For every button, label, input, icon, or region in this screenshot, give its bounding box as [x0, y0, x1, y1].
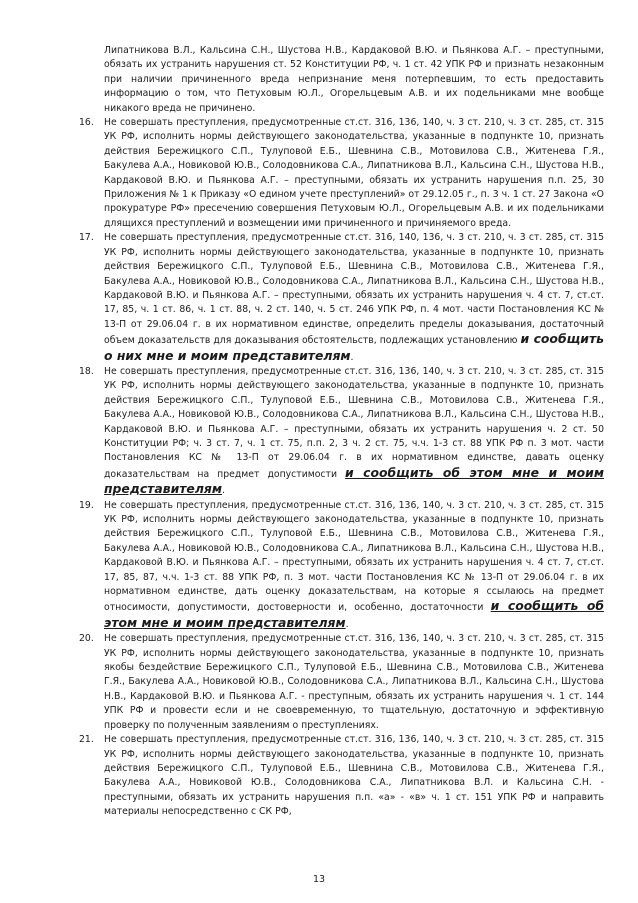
paragraph-text: Не совершать преступления, предусмотренные ст.ст. 316, 136, 140, ч. 3 ст. 210, ч. 3 ст. 285, ст. 315 УК РФ, исполнить нормы действующего законодательства, указанные в подпункте 10, признать действия Бережицкого С.П., Тулуповой Е.Б., Шевнина С.В., Мотовилова С.В., Житенева Г.Я., Бакулева А.А., Новиковой Ю.В., Солодовникова С.А., Липатникова В.Л., Кальсина С.Н., Шустова Н.В., Кардаковой В.Ю. и Пьянкова А.Г. – преступными, обязать их устранить нарушения п.п. 25, 30 Приложения № 1 к Приказу «О едином учете преступлений» от 29.12.05 г., п. 3 ч. 1 ст. 27 Закона «О прокуратуре РФ» пресечению совершения Петуховым Ю.Л., Огорельцевым А.В. и их подельниками длящихся преступлений и возмещении ими причиненного и причиняемого вреда.: [104, 117, 604, 229]
list-item-18: [79, 365, 604, 499]
document-body: [79, 44, 604, 820]
item-number: 21.: [79, 734, 94, 746]
paragraph-text: Липатникова В.Л., Кальсина С.Н., Шустова Н.В., Кардаковой В.Ю. и Пьянкова А.Г. – преступными, обязать их устранить нарушения ст. 52 Конституции РФ, ч. 1 ст. 42 УПК РФ и признать незаконным при наличии причиненного вреда непризнание меня потерпевшим, то есть предоставить информацию о том, что Петуховым Ю.Л., Огорельцевым А.В. и их подельниками мне вообще никакого вреда не причинено.: [104, 45, 604, 114]
paragraph-text: Не совершать преступления, предусмотренные ст.ст. 316, 136, 140, ч. 3 ст. 210, ч. 3 ст. 285, ст. 315 УК РФ, исполнить нормы действующего законодательства, указанные в подпункте 10, признать действия Бережицкого С.П., Тулуповой Е.Б., Шевнина С.В., Мотовилова С.В., Житенева Г.Я., Бакулева А.А., Новиковой Ю.В., Солодовникова С.А., Липатникова В.Л., Кальсина С.Н., Шустова Н.В., Кардаковой В.Ю. и Пьянкова А.Г. – преступными, обязать их устранить нарушения ч. 4 ст. 7, ст.ст. 17, 85, 87, ч.ч. 1-3 ст. 88 УПК РФ, п. 3 мот. части Постановления КС № 13-П от 29.06.04 г. в их нормативном единстве, дать оценку доказательствам, на которые я ссылаюсь на предмет относимости, допустимости, достоверности и, особенно, достаточности: [104, 499, 604, 614]
list-item-17: [79, 231, 604, 365]
paragraph-text: .: [345, 618, 349, 630]
paragraph-text: Не совершать преступления, предусмотренные ст.ст. 316, 136, 140, ч. 3 ст. 210, ч. 3 ст. 285, ст. 315 УК РФ, исполнить нормы действующего законодательства, указанные в подпункте 10, признать действия Бережицкого С.П., Тулуповой Е.Б., Шевнина С.В., Мотовилова С.В., Житенева Г.Я., Бакулева А.А., Новиковой Ю.В., Солодовникова С.А., Липатникова В.Л., Кальсина С.Н., Шустова Н.В., Кардаковой В.Ю. и Пьянкова А.Г. – преступными, обязать их устранить нарушения ч. 2 ст. 50 Конституции РФ; ч. 3 ст. 7, ч. 1 ст. 75, п.п. 2, 3 ч. 2 ст. 75, ч.ч. 1-3 ст. 88 УПК РФ п. 3 мот. части Постановления КС № 13-П от 29.06.04 г. в их нормативном единстве, давать оценку доказательствам на предмет допустимости: [104, 365, 604, 480]
page-number: 13: [312, 874, 326, 885]
item-number: 19.: [79, 499, 94, 511]
paragraph-text: Не совершать преступления, предусмотренные ст.ст. 316, 140, 136, ч. 3 ст. 210, ч. 3 ст. 285, ст. 315 УК РФ, исполнить нормы действующего законодательства, указанные в подпункте 10, признать действия Бережицкого С.П., Тулуповой Е.Б., Шевнина С.В., Мотовилова С.В., Житенева Г.Я., Бакулева А.А., Новиковой Ю.В., Солодовникова С.А., Липатникова В.Л., Кальсина С.Н., Шустова Н.В., Кардаковой В.Ю. и Пьянкова А.Г. – преступными, обязать их устранить нарушения ч. 4 ст. 7, ст.ст. 17, 85, ч. 1 ст. 86, ч. 1 ст. 88, ч. 2 ст. 140, ч. 5 ст. 246 УПК РФ, п. 4 мот. части Постановления КС № 13-П от 29.06.04 г. в их нормативном единстве, определить пределы доказывания, достаточный объем доказательств для доказывания обстоятельств, подлежащих установлению: [104, 232, 604, 347]
list-item-20: [79, 632, 604, 733]
paragraph-text: Не совершать преступления, предусмотренные ст.ст. 316, 136, 140, ч. 3 ст. 210, ч. 3 ст. 285, ст. 315 УК РФ, исполнить нормы действующего законодательства, указанные в подпункте 10, признать якобы бездействие Бережицкого С.П., Тулуповой Е.Б., Шевнина С.В., Мотовилова С.В., Житенева Г.Я., Бакулева А.А., Новиковой Ю.В., Солодовникова С.А., Липатникова В.Л., Кальсина С.Н., Шустова Н.В., Кардаковой В.Ю. и Пьянкова А.Г. - преступным, обязать их устранить нарушения ч. 1 ст. 144 УПК РФ и провести если и не своевременную, то тщательную, достаточную и эффективную проверку по полученным заявлениям о преступлениях.: [104, 633, 604, 731]
item-number: 16.: [79, 117, 94, 129]
paragraph-text: .: [350, 351, 354, 363]
list-item-19: [79, 499, 604, 633]
list-item-continued: [79, 44, 604, 116]
list-item-16: [79, 116, 604, 231]
emphasized-text: и сообщить об этом мне и моим представителям: [104, 598, 604, 630]
item-number: 20.: [79, 633, 94, 645]
item-number: 18.: [79, 365, 94, 377]
emphasized-text: и сообщить об этом мне и моим представителям: [104, 464, 604, 497]
paragraph-text: Не совершать преступления, предусмотренные ст.ст. 316, 136, 140, ч. 3 ст. 210, ч. 3 ст. 285, ст. 315 УК РФ, исполнить нормы действующего законодательства, указанные в подпункте 10, признать действия Бережицкого С.П., Тулуповой Е.Б., Шевнина С.В., Мотовилова С.В., Житенева Г.Я., Бакулева А.А., Новиковой Ю.В., Солодовникова С.А., Липатникова В.Л. и Кальсина С.Н. - преступными, обязать их устранить нарушения п.п. «а» - «в» ч. 1 ст. 151 УПК РФ и направить материалы непосредственно с СК РФ,: [104, 734, 604, 818]
paragraph-text: .: [222, 485, 225, 497]
item-number: 17.: [79, 232, 94, 244]
emphasized-text: и сообщить о них мне и моим представителям: [104, 331, 604, 363]
list-item-21: [79, 733, 604, 819]
